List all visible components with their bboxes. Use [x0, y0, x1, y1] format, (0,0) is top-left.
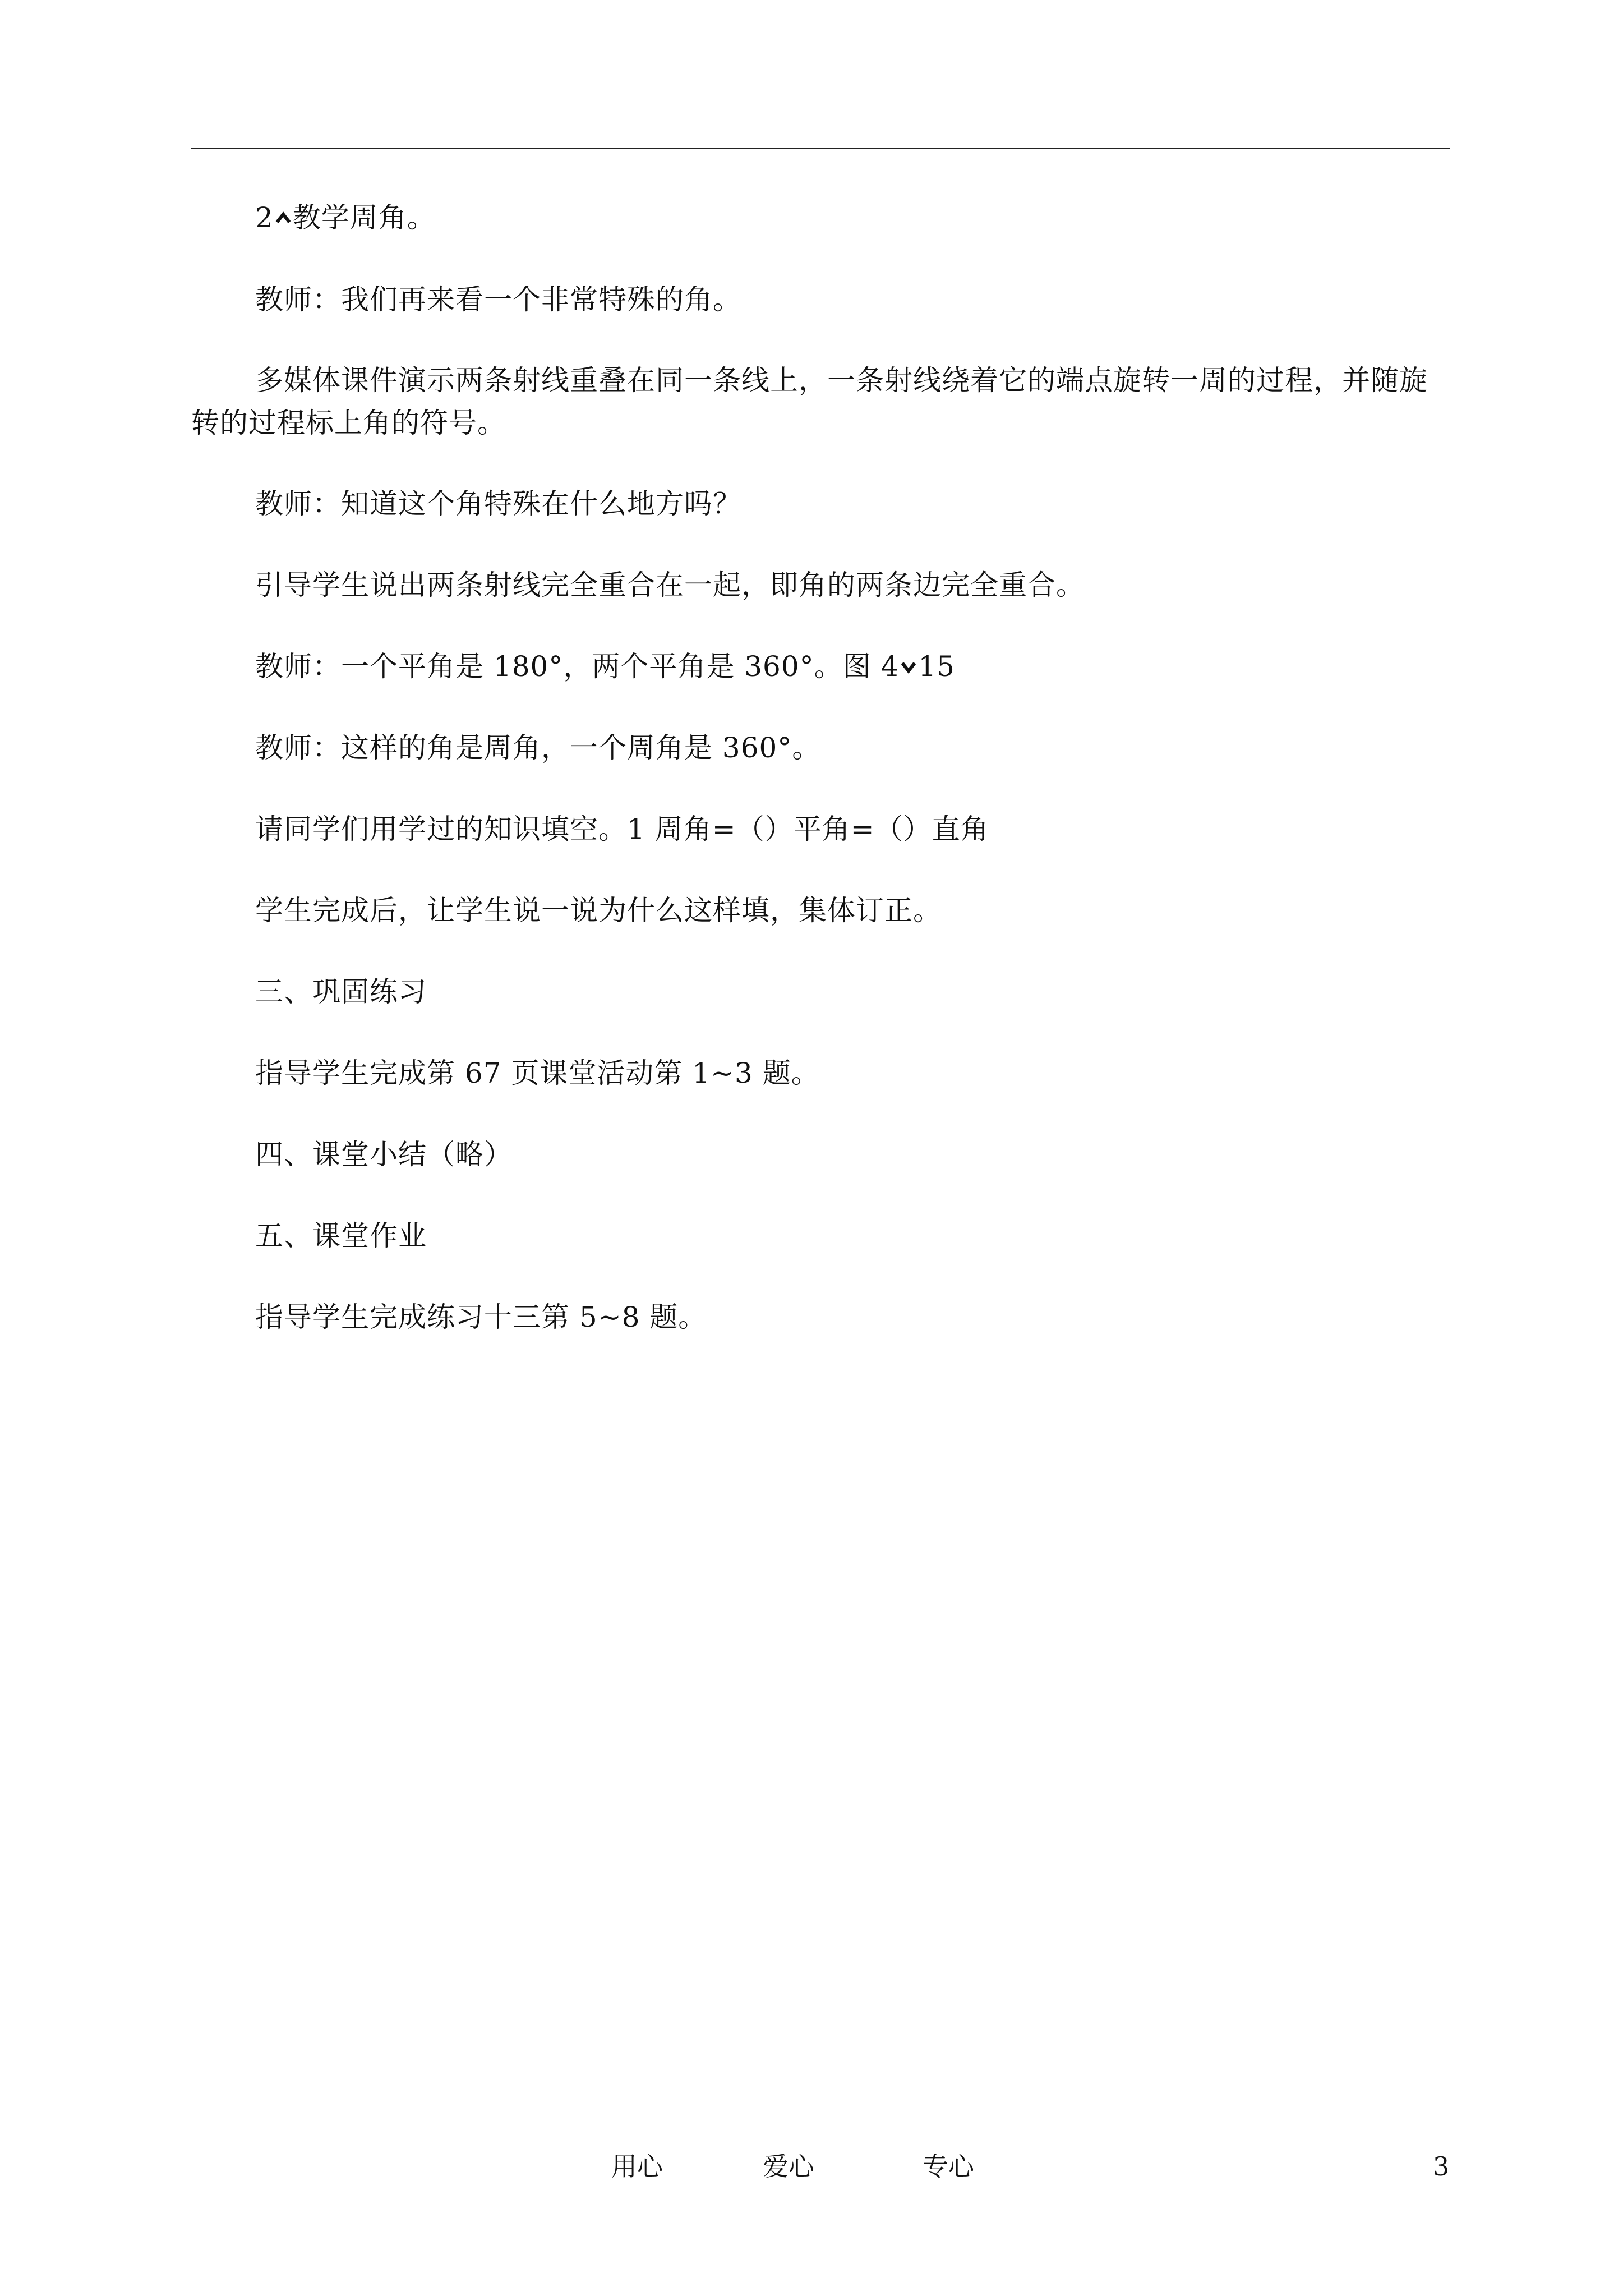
- paragraph: [255, 564, 1450, 606]
- section-heading: [255, 1133, 1450, 1176]
- paragraph: [255, 1052, 1450, 1094]
- caret-down-icon: [899, 655, 918, 678]
- paragraph: [255, 889, 1450, 932]
- paragraph-multiline: [191, 359, 1450, 444]
- header-rule: [191, 148, 1450, 149]
- paragraph-text: 学生完成后，让学生说一说为什么这样填，集体订正。: [255, 894, 942, 927]
- page-number: 3: [1433, 2151, 1450, 2182]
- paragraph-text: 指导学生完成练习十三第 5~8 题。: [255, 1301, 707, 1333]
- paragraph-text: 请同学们用学过的知识填空。1 周角=（）平角=（）直角: [255, 813, 989, 845]
- paragraph-text: 15: [918, 650, 955, 683]
- paragraph-text: 四、课堂小结（略）: [255, 1138, 513, 1171]
- paragraph-text: 指导学生完成第 67 页课堂活动第 1~3 题。: [255, 1057, 820, 1089]
- paragraph: [255, 808, 1450, 850]
- paragraph: [255, 278, 1450, 321]
- paragraph: [255, 482, 1450, 525]
- footer-slogan: 专心: [923, 2151, 974, 2182]
- paragraph-text: 三、巩固练习: [255, 976, 427, 1008]
- paragraph: [255, 1296, 1450, 1338]
- caret-up-icon: [274, 206, 293, 229]
- paragraph-text: 引导学生说出两条射线完全重合在一起，即角的两条边完全重合。: [255, 569, 1085, 601]
- footer-slogan: 爱心: [763, 2151, 814, 2182]
- paragraph-line: 转的过程标上角的符号。: [191, 407, 506, 439]
- section-heading: [255, 970, 1450, 1013]
- paragraph-text: 教学周角。: [292, 201, 436, 234]
- paragraph-text: 五、课堂作业: [255, 1220, 427, 1252]
- paragraph-text: 2: [255, 201, 274, 234]
- paragraph-text: 教师：知道这个角特殊在什么地方吗？: [255, 487, 741, 520]
- paragraph-text: 教师：这样的角是周角，一个周角是 360°。: [255, 731, 821, 764]
- paragraph-line: 多媒体课件演示两条射线重叠在同一条线上，一条射线绕着它的端点旋转一周的过程，并随旋: [255, 364, 1428, 397]
- section-heading: [255, 1214, 1450, 1257]
- paragraph-text: 教师：一个平角是 180°，两个平角是 360°。图 4: [255, 650, 900, 683]
- paragraph-section-heading: [255, 196, 1450, 239]
- paragraph: [255, 645, 1450, 688]
- paragraph-text: 教师：我们再来看一个非常特殊的角。: [255, 283, 741, 316]
- footer-slogan: 用心: [611, 2151, 663, 2182]
- paragraph: [255, 726, 1450, 769]
